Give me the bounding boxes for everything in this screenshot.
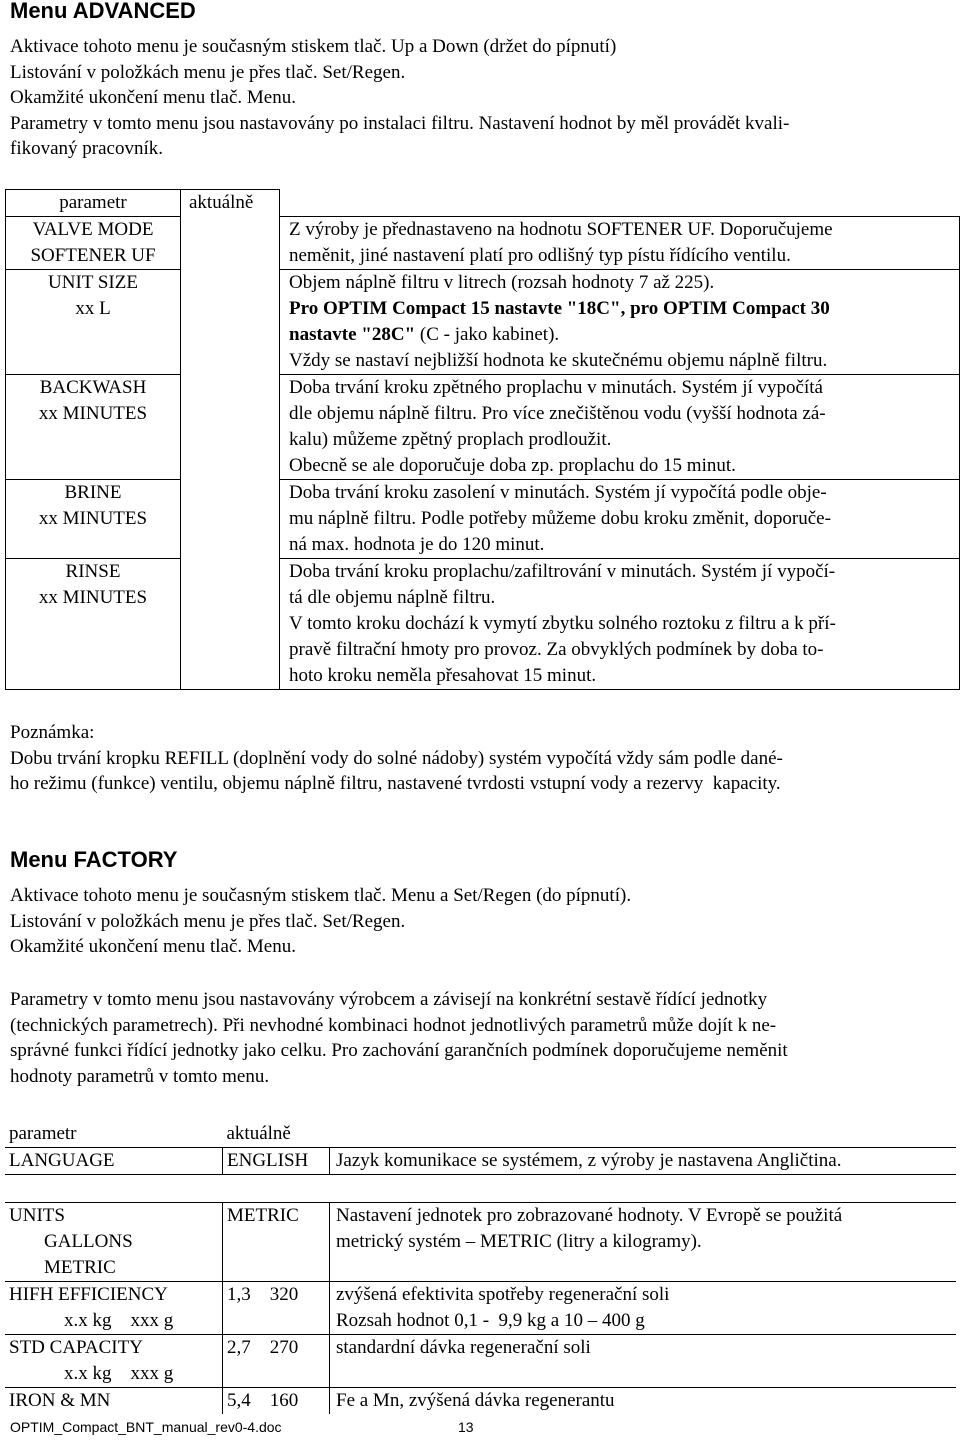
param-name: UNITS	[9, 1205, 65, 1226]
header-empty	[330, 1121, 957, 1148]
desc-line: Rozsah hodnot 0,1 - 9,9 kg a 10 – 400 g	[336, 1310, 645, 1331]
table-row-iron	[5, 1388, 956, 1415]
param-cell	[6, 559, 181, 690]
desc-line: Nastavení jednotek pro zobrazované hodnoty. V Evropě se použitá	[336, 1205, 843, 1226]
desc-cell	[330, 1282, 957, 1335]
param-cell	[5, 1335, 223, 1388]
value-cell	[223, 1335, 330, 1388]
param-name: RINSE	[65, 561, 121, 582]
desc-cell	[280, 480, 960, 559]
desc-line: V tomto kroku dochází k vymytí zbytku solného roztoku z filtru a k pří-	[289, 613, 836, 634]
factory-paragraph	[10, 987, 950, 1089]
param-cell: IRON & MN	[5, 1388, 223, 1415]
table-row	[6, 480, 960, 559]
desc-line: neměnit, jiné nastavení platí pro odlišný typ pístu řídícího ventilu.	[289, 245, 791, 266]
desc-cell	[280, 270, 960, 375]
header-param: parametr	[6, 190, 181, 217]
param-value: xx MINUTES	[38, 587, 148, 608]
desc-line: Doba trvání kroku zpětného proplachu v minutách. Systém jí vypočítá	[289, 377, 823, 398]
value-cell: METRIC	[223, 1203, 330, 1282]
value-text: 5,4 160	[227, 1390, 299, 1411]
intro-line: Okamžité ukončení menu tlač. Menu.	[10, 87, 296, 108]
param-cell	[5, 1203, 223, 1282]
param-cell: LANGUAGE	[5, 1148, 223, 1175]
value-text: 1,3 320	[227, 1284, 299, 1305]
table-header-row	[5, 1121, 956, 1148]
intro-line: Listování v položkách menu je přes tlač. Set/Regen.	[10, 61, 406, 83]
desc-cell	[280, 375, 960, 480]
table-row	[6, 375, 960, 480]
param-cell	[5, 1282, 223, 1335]
desc-line: Obecně se ale doporučuje doba zp. proplachu do 15 minut.	[289, 455, 736, 476]
value-cell	[223, 1388, 330, 1415]
advanced-note	[10, 720, 950, 797]
desc-cell: Fe a Mn, zvýšená dávka regenerantu	[330, 1388, 957, 1415]
desc-line: zvýšená efektivita spotřeby regenerační soli	[336, 1284, 670, 1305]
advanced-title: Menu ADVANCED	[10, 0, 196, 23]
spacer-row	[5, 1175, 956, 1203]
table-row-hifh	[5, 1282, 956, 1335]
intro-line: Parametry v tomto menu jsou nastavovány po instalaci filtru. Nastavení hodnot by měl provádět kvali-	[10, 112, 790, 134]
table-row-language	[5, 1148, 956, 1175]
paragraph-line: správné funkci řídící jednotky jako celku. Pro zachování garančních podmínek doporučujeme neměnit	[10, 1040, 788, 1061]
param-option: GALLONS	[44, 1231, 133, 1252]
paragraph-line: hodnoty parametrů v tomto menu.	[10, 1065, 270, 1087]
param-units: x.x kg xxx g	[64, 1310, 174, 1331]
factory-parameters-table	[5, 1121, 956, 1414]
desc-line-bold: nastavte "28C"	[289, 324, 416, 345]
desc-line: kalu) můžeme zpětný proplach prodloužit.	[289, 429, 612, 450]
param-name: VALVE MODE	[32, 219, 154, 240]
desc-cell	[280, 559, 960, 690]
note-line: Dobu trvání kropku REFILL (doplnění vody do solné nádoby) systém vypočítá vždy sám podle dané-	[10, 747, 783, 769]
footer-filename: OPTIM_Compact_BNT_manual_rev0-4.doc	[10, 1419, 282, 1435]
desc-line: mu náplně filtru. Podle potřeby můžeme dobu kroku změnit, doporuče-	[289, 508, 831, 529]
desc-line: Doba trvání kroku proplachu/zafiltrování v minutách. Systém jí vypočí-	[289, 561, 836, 582]
param-cell	[6, 480, 181, 559]
advanced-intro	[10, 34, 950, 162]
table-row-units	[5, 1203, 956, 1282]
paragraph-line: (technických parametrech). Při nevhodné kombinaci hodnot jednotlivých parametrů může dojít k ne-	[10, 1014, 777, 1036]
note-line: ho režimu (funkce) ventilu, objemu náplně filtru, nastavené tvrdosti vstupní vody a rezervy kapacity.	[10, 773, 781, 794]
desc-cell: standardní dávka regenerační soli	[330, 1335, 957, 1388]
value-text: 2,7 270	[227, 1337, 299, 1358]
table-header-row	[6, 190, 960, 217]
desc-cell	[280, 217, 960, 270]
desc-line-bold: Pro OPTIM Compact 15 nastavte "18C", pro OPTIM Compact 30	[289, 298, 830, 319]
page-number: 13	[458, 1419, 474, 1435]
param-value: SOFTENER UF	[30, 245, 156, 266]
desc-cell	[330, 1203, 957, 1282]
header-empty	[280, 190, 960, 217]
desc-line: dle objemu náplně filtru. Pro více znečištěnou vodu (vyšší hodnota zá-	[289, 403, 826, 424]
factory-intro	[10, 883, 950, 960]
param-cell	[6, 217, 181, 270]
header-param: parametr	[9, 1123, 77, 1144]
desc-line: pravě filtrační hmoty pro provoz. Za obvyklých podmínek by doba to-	[289, 639, 824, 660]
note-label: Poznámka:	[10, 722, 95, 743]
value-cell	[223, 1282, 330, 1335]
desc-line: hoto kroku neměla přesahovat 15 minut.	[289, 665, 597, 686]
desc-line: tá dle objemu náplně filtru.	[289, 587, 496, 608]
intro-line: Aktivace tohoto menu je současným stiskem tlač. Menu a Set/Regen (do pípnutí).	[10, 885, 632, 906]
param-name: UNIT SIZE	[48, 272, 138, 293]
header-current: aktuálně	[226, 1123, 291, 1144]
factory-title: Menu FACTORY	[10, 847, 178, 872]
desc-line: ná max. hodnota je do 120 minut.	[289, 534, 545, 555]
param-cell	[6, 375, 181, 480]
value-cell: ENGLISH	[223, 1148, 330, 1175]
table-row	[6, 270, 960, 375]
intro-line: Okamžité ukončení menu tlač. Menu.	[10, 936, 296, 957]
header-current: aktuálně	[181, 190, 280, 217]
param-name: BRINE	[64, 482, 122, 503]
paragraph-line: Parametry v tomto menu jsou nastavovány výrobcem a závisejí na konkrétní sestavě řídící jednotky	[10, 989, 768, 1010]
desc-line: metrický systém – METRIC (litry a kilogramy).	[336, 1231, 702, 1252]
param-name: STD CAPACITY	[9, 1337, 143, 1358]
intro-line: Listování v položkách menu je přes tlač. Set/Regen.	[10, 910, 406, 932]
param-units: x.x kg xxx g	[64, 1363, 174, 1384]
desc-line: Vždy se nastaví nejbližší hodnota ke skutečnému objemu náplně filtru.	[289, 350, 828, 371]
param-value: xx MINUTES	[38, 403, 148, 424]
param-name: BACKWASH	[39, 377, 147, 398]
table-row	[6, 559, 960, 690]
param-value: xx L	[75, 298, 111, 319]
desc-line-tail: (C - jako kabinet).	[415, 324, 560, 345]
desc-line: Objem náplně filtru v litrech (rozsah hodnoty 7 až 225).	[289, 272, 715, 293]
desc-line: Doba trvání kroku zasolení v minutách. Systém jí vypočítá podle obje-	[289, 482, 827, 503]
desc-cell: Jazyk komunikace se systémem, z výroby je nastavena Angličtina.	[330, 1148, 957, 1175]
param-value: xx MINUTES	[38, 508, 148, 529]
param-option: METRIC	[44, 1257, 116, 1278]
advanced-parameters-table	[5, 189, 960, 690]
desc-line: Z výroby je přednastaveno na hodnotu SOFTENER UF. Doporučujeme	[289, 219, 833, 240]
param-cell	[6, 270, 181, 375]
current-cell	[181, 217, 280, 690]
table-row	[6, 217, 960, 270]
param-name: HIFH EFFICIENCY	[9, 1284, 168, 1305]
table-row-std	[5, 1335, 956, 1388]
intro-line: Aktivace tohoto menu je současným stiskem tlač. Up a Down (držet do pípnutí)	[10, 36, 617, 57]
intro-line: fikovaný pracovník.	[10, 138, 164, 159]
